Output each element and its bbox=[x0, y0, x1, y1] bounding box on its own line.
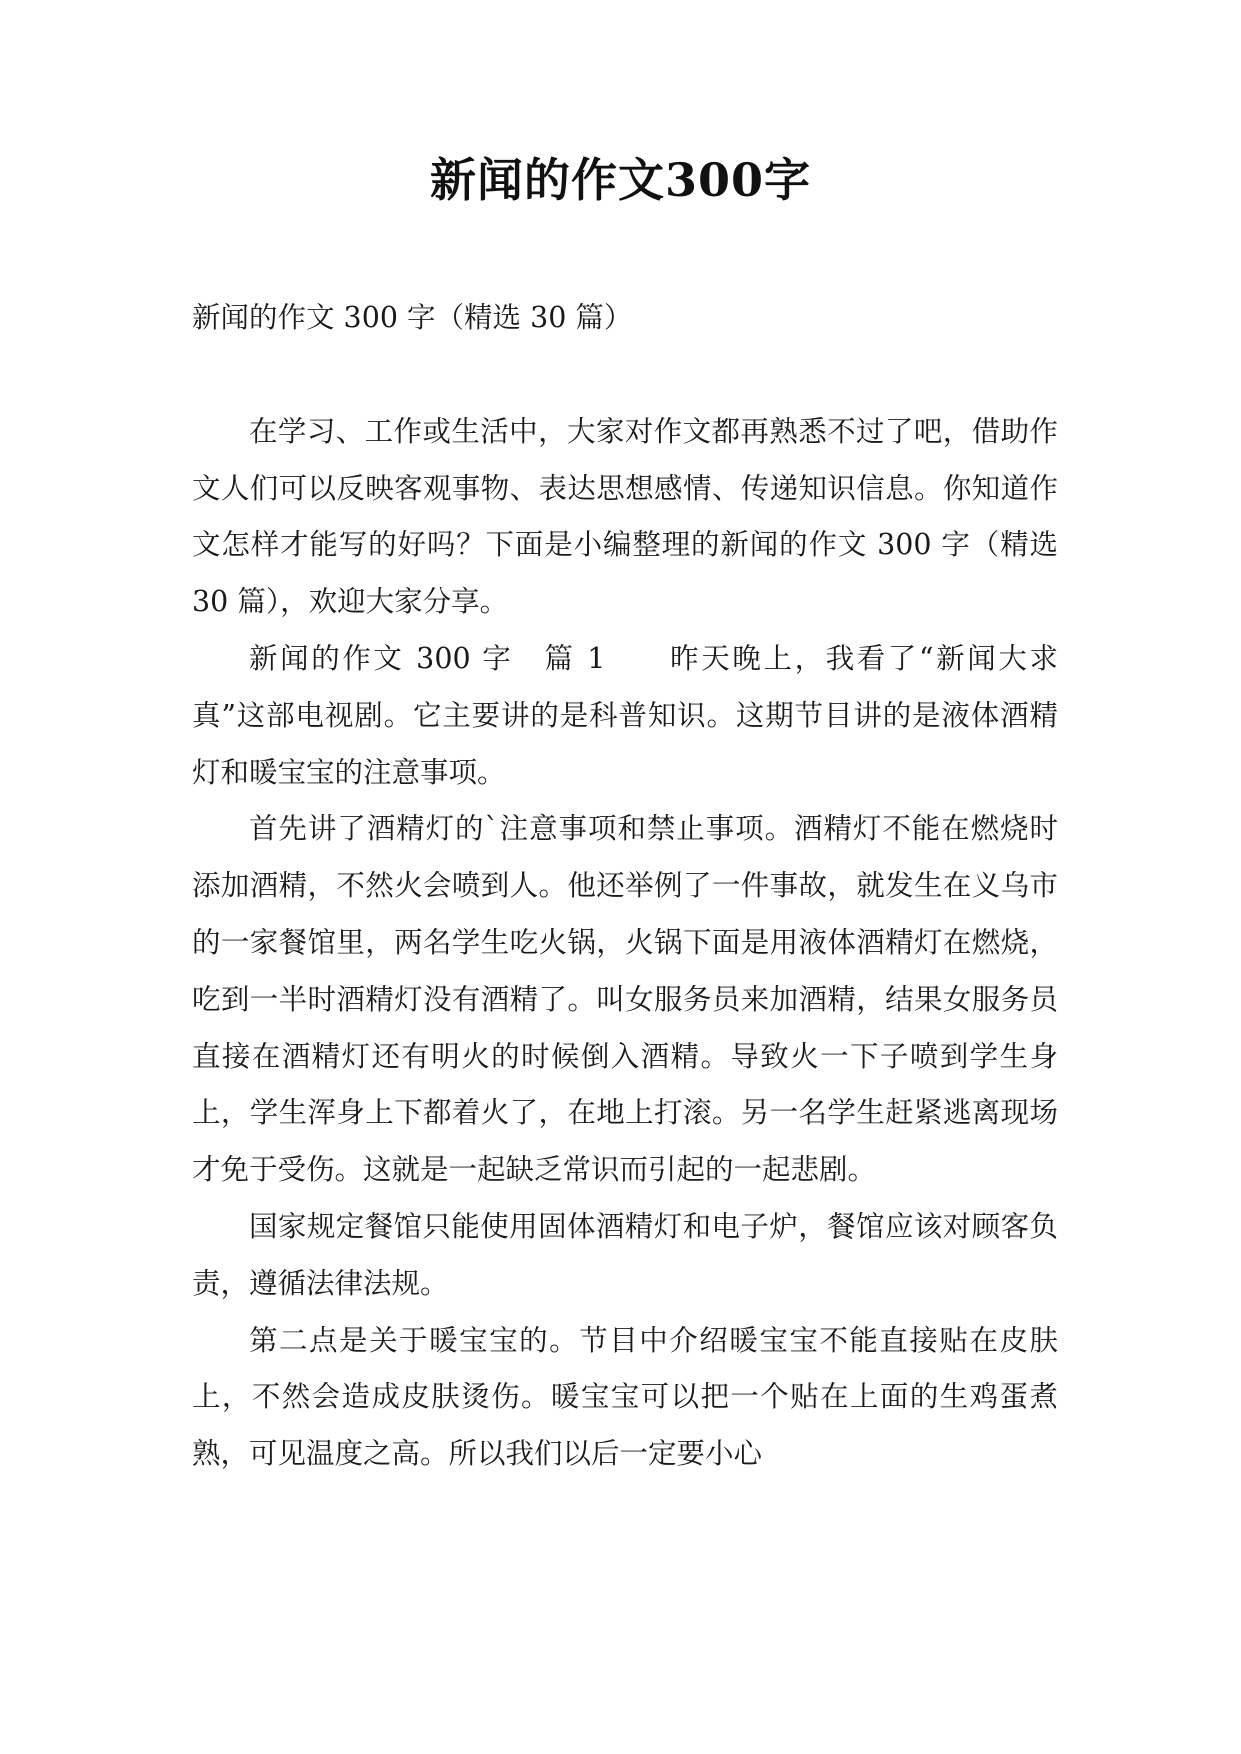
alcohol-lamp-paragraph: 首先讲了酒精灯的`注意事项和禁止事项。酒精灯不能在燃烧时添加酒精，不然火会喷到人。他还举例了一件事故，就发生在义乌市的一家餐馆里，两名学生吃火锅，火锅下面是用液体酒精灯在燃烧，吃到一半时酒精灯没有酒精了。叫女服务员来加酒精，结果女服务员直接在酒精灯还有明火的时候倒入酒精。导致火一下子喷到学生身上，学生浑身上下都着火了，在地上打滚。另一名学生赶紧逃离现场才免于受伤。这就是一起缺乏常识而引起的一起悲剧。 bbox=[192, 812, 1058, 1187]
document-subtitle: 新闻的作文 300 字（精选 30 篇） bbox=[192, 301, 633, 334]
document-title: 新闻的作文300字 bbox=[429, 153, 812, 207]
hand-warmer-paragraph: 第二点是关于暖宝宝的。节目中介绍暖宝宝不能直接贴在皮肤上，不然会造成皮肤烫伤。暖宝宝可以把一个贴在上面的生鸡蛋煮熟，可见温度之高。所以我们以后一定要小心 bbox=[192, 1323, 1058, 1471]
document-body bbox=[192, 290, 1058, 1483]
regulation-paragraph: 国家规定餐馆只能使用固体酒精灯和电子炉，餐馆应该对顾客负责，遵循法律法规。 bbox=[192, 1209, 1058, 1300]
intro-paragraph: 在学习、工作或生活中，大家对作文都再熟悉不过了吧，借助作文人们可以反映客观事物、表达思想感情、传递知识信息。你知道作文怎样才能写的好吗？下面是小编整理的新闻的作文 300 字（精选 30 篇），欢迎大家分享。 bbox=[192, 414, 1058, 619]
article-1-opening-paragraph: 新闻的作文 300 字 篇 1 昨天晚上，我看了“新闻大求真”这部电视剧。它主要讲的是科普知识。这期节目讲的是液体酒精灯和暖宝宝的注意事项。 bbox=[192, 641, 1058, 789]
